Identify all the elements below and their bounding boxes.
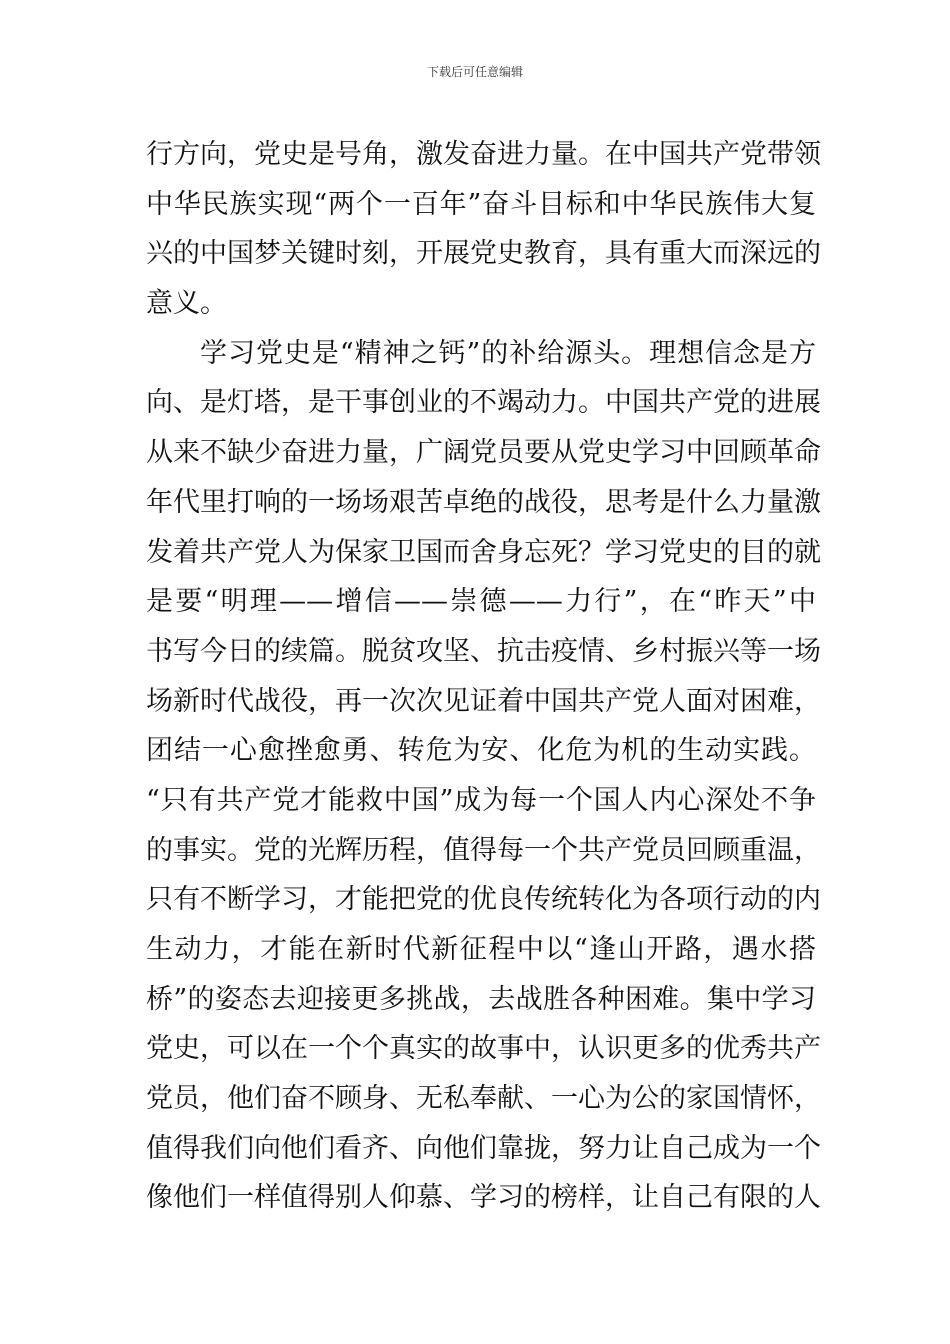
text-line: 行方向，党史是号角，激发奋进力量。在中国共产党带领 [146, 139, 821, 170]
body-text [146, 130, 821, 1223]
text-line: 中华民族实现“两个一百年”奋斗目标和中华民族伟大复 [146, 188, 816, 220]
text-line: 书写今日的续篇。脱贫攻坚、抗击疫情、乡村振兴等一场 [146, 635, 821, 667]
text-line: 意义。 [146, 288, 227, 320]
text-line: 年代里打响的一场场艰苦卓绝的战役，思考是什么力量激 [146, 486, 821, 518]
text-line: “只有共产党才能救中国”成为每一个国人内心深处不争 [146, 784, 816, 816]
text-line: 是要“明理——增信——崇德——力行”，在“昨天”中 [146, 586, 816, 618]
text-line: 值得我们向他们看齐、向他们靠拢，努力让自己成为一个 [146, 1132, 821, 1164]
text-line: 生动力，才能在新时代新征程中以“逢山开路，遇水搭 [146, 934, 816, 965]
text-line: 只有不断学习，才能把党的优良传统转化为各项行动的内 [146, 884, 821, 916]
text-line: 桥”的姿态去迎接更多挑战，去战胜各种困难。集中学习 [146, 983, 816, 1015]
text-line: 兴的中国梦关键时刻，开展党史教育，具有重大而深远的 [146, 238, 821, 270]
text-line: 向、是灯塔，是干事创业的不竭动力。中国共产党的进展 [146, 387, 821, 419]
text-line: 从来不缺少奋进力量，广阔党员要从党史学习中回顾革命 [146, 437, 821, 469]
text-line: 的事实。党的光辉历程，值得每一个共产党员回顾重温， [146, 834, 821, 866]
paragraph-first-line: 学习党史是“精神之钙”的补给源头。理想信念是方 [200, 337, 816, 369]
text-line: 像他们一样值得别人仰慕、学习的榜样，让自己有限的人 [146, 1182, 821, 1214]
text-line: 党员，他们奋不顾身、无私奉献、一心为公的家国情怀， [146, 1083, 821, 1115]
text-line: 党史，可以在一个个真实的故事中，认识更多的优秀共产 [146, 1033, 821, 1065]
text-line: 场新时代战役，再一次次见证着中国共产党人面对困难， [146, 685, 821, 717]
page-header: 下载后可任意编辑 [426, 65, 523, 79]
text-line: 发着共产党人为保家卫国而舍身忘死？学习党史的目的就 [146, 536, 821, 568]
text-line: 团结一心愈挫愈勇、转危为安、化危为机的生动实践。 [146, 735, 816, 767]
